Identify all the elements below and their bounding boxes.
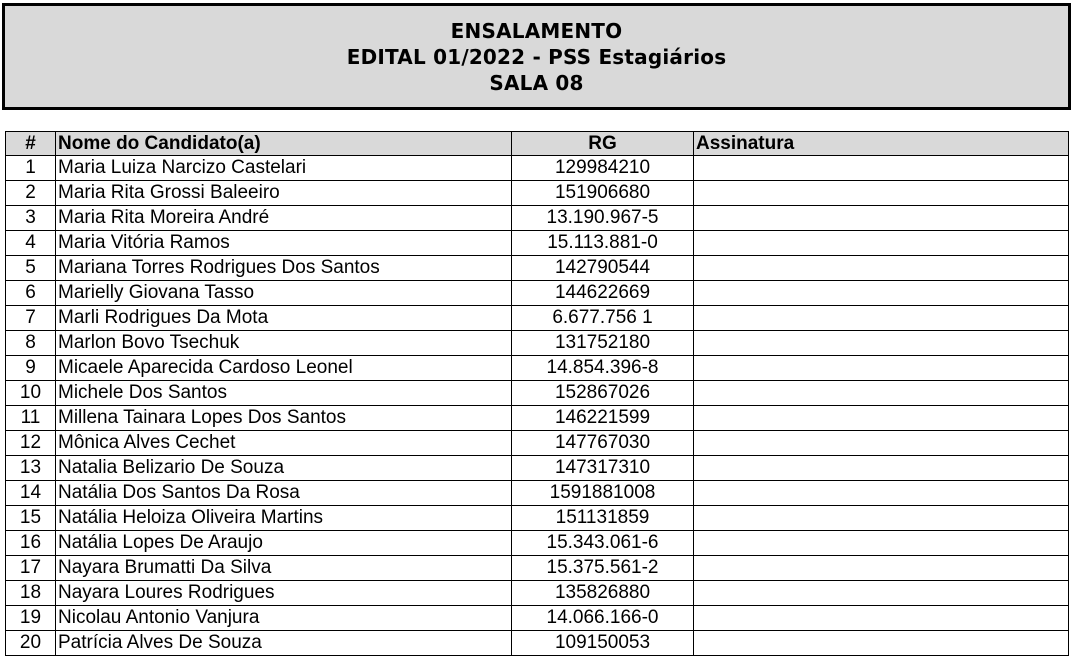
candidate-rg: 142790544 <box>512 256 694 281</box>
signature-cell <box>694 456 1069 481</box>
table-row <box>6 206 1069 231</box>
row-number: 20 <box>6 631 56 656</box>
row-number: 4 <box>6 231 56 256</box>
row-number: 10 <box>6 381 56 406</box>
table-row <box>6 381 1069 406</box>
table-row <box>6 456 1069 481</box>
candidate-rg: 135826880 <box>512 581 694 606</box>
table-row <box>6 481 1069 506</box>
column-header-number: # <box>6 132 56 156</box>
signature-cell <box>694 631 1069 656</box>
candidate-rg: 15.343.061-6 <box>512 531 694 556</box>
column-header-rg: RG <box>512 132 694 156</box>
document-header <box>2 3 1071 110</box>
candidate-name: Maria Luiza Narcizo Castelari <box>56 156 512 181</box>
row-number: 14 <box>6 481 56 506</box>
candidate-name: Marli Rodrigues Da Mota <box>56 306 512 331</box>
table-row <box>6 181 1069 206</box>
candidate-name: Nicolau Antonio Vanjura <box>56 606 512 631</box>
candidate-rg: 1591881008 <box>512 481 694 506</box>
row-number: 3 <box>6 206 56 231</box>
table-row <box>6 256 1069 281</box>
candidate-name: Millena Tainara Lopes Dos Santos <box>56 406 512 431</box>
header-subtitle: EDITAL 01/2022 - PSS Estagiários <box>346 44 727 69</box>
signature-cell <box>694 481 1069 506</box>
signature-cell <box>694 256 1069 281</box>
table-row <box>6 556 1069 581</box>
candidate-name: Natália Lopes De Araujo <box>56 531 512 556</box>
signature-cell <box>694 356 1069 381</box>
table-row <box>6 531 1069 556</box>
candidate-rg: 151906680 <box>512 181 694 206</box>
table-body <box>6 156 1069 656</box>
candidate-rg: 152867026 <box>512 381 694 406</box>
column-header-name: Nome do Candidato(a) <box>56 132 512 156</box>
row-number: 16 <box>6 531 56 556</box>
candidate-rg: 15.375.561-2 <box>512 556 694 581</box>
signature-cell <box>694 581 1069 606</box>
candidate-name: Nayara Brumatti Da Silva <box>56 556 512 581</box>
candidate-rg: 13.190.967-5 <box>512 206 694 231</box>
header-title: ENSALAMENTO <box>450 18 623 43</box>
row-number: 19 <box>6 606 56 631</box>
candidate-rg: 129984210 <box>512 156 694 181</box>
table-row <box>6 156 1069 181</box>
row-number: 8 <box>6 331 56 356</box>
candidate-rg: 131752180 <box>512 331 694 356</box>
row-number: 5 <box>6 256 56 281</box>
table-row <box>6 331 1069 356</box>
candidate-name: Maria Vitória Ramos <box>56 231 512 256</box>
candidate-name: Micaele Aparecida Cardoso Leonel <box>56 356 512 381</box>
candidate-name: Marlon Bovo Tsechuk <box>56 331 512 356</box>
row-number: 12 <box>6 431 56 456</box>
candidate-name: Patrícia Alves De Souza <box>56 631 512 656</box>
candidate-name: Maria Rita Grossi Baleeiro <box>56 181 512 206</box>
signature-cell <box>694 406 1069 431</box>
candidate-rg: 6.677.756 1 <box>512 306 694 331</box>
row-number: 18 <box>6 581 56 606</box>
candidate-name: Natalia Belizario De Souza <box>56 456 512 481</box>
signature-cell <box>694 606 1069 631</box>
table-row <box>6 581 1069 606</box>
candidate-rg: 14.066.166-0 <box>512 606 694 631</box>
candidate-name: Mariana Torres Rodrigues Dos Santos <box>56 256 512 281</box>
table-row <box>6 431 1069 456</box>
row-number: 13 <box>6 456 56 481</box>
table-header-row <box>6 132 1069 156</box>
candidate-rg: 147767030 <box>512 431 694 456</box>
signature-cell <box>694 206 1069 231</box>
candidate-table <box>5 131 1069 656</box>
signature-cell <box>694 381 1069 406</box>
column-header-signature: Assinatura <box>694 132 1069 156</box>
table-row <box>6 506 1069 531</box>
table-row <box>6 231 1069 256</box>
row-number: 7 <box>6 306 56 331</box>
signature-cell <box>694 431 1069 456</box>
candidate-rg: 151131859 <box>512 506 694 531</box>
table-row <box>6 306 1069 331</box>
signature-cell <box>694 181 1069 206</box>
row-number: 2 <box>6 181 56 206</box>
candidate-rg: 146221599 <box>512 406 694 431</box>
table-row <box>6 356 1069 381</box>
table-row <box>6 606 1069 631</box>
candidate-name: Michele Dos Santos <box>56 381 512 406</box>
candidate-name: Marielly Giovana Tasso <box>56 281 512 306</box>
signature-cell <box>694 281 1069 306</box>
candidate-name: Mônica Alves Cechet <box>56 431 512 456</box>
candidate-name: Maria Rita Moreira André <box>56 206 512 231</box>
candidate-name: Nayara Loures Rodrigues <box>56 581 512 606</box>
candidate-rg: 15.113.881-0 <box>512 231 694 256</box>
row-number: 1 <box>6 156 56 181</box>
row-number: 15 <box>6 506 56 531</box>
signature-cell <box>694 506 1069 531</box>
signature-cell <box>694 331 1069 356</box>
signature-cell <box>694 156 1069 181</box>
table-row <box>6 406 1069 431</box>
signature-cell <box>694 556 1069 581</box>
table-row <box>6 631 1069 656</box>
candidate-rg: 14.854.396-8 <box>512 356 694 381</box>
signature-cell <box>694 531 1069 556</box>
signature-cell <box>694 231 1069 256</box>
candidate-name: Natália Dos Santos Da Rosa <box>56 481 512 506</box>
row-number: 17 <box>6 556 56 581</box>
signature-cell <box>694 306 1069 331</box>
table-row <box>6 281 1069 306</box>
row-number: 9 <box>6 356 56 381</box>
candidate-rg: 144622669 <box>512 281 694 306</box>
candidate-rg: 147317310 <box>512 456 694 481</box>
candidate-rg: 109150053 <box>512 631 694 656</box>
row-number: 6 <box>6 281 56 306</box>
candidate-name: Natália Heloiza Oliveira Martins <box>56 506 512 531</box>
row-number: 11 <box>6 406 56 431</box>
header-room: SALA 08 <box>489 70 584 95</box>
